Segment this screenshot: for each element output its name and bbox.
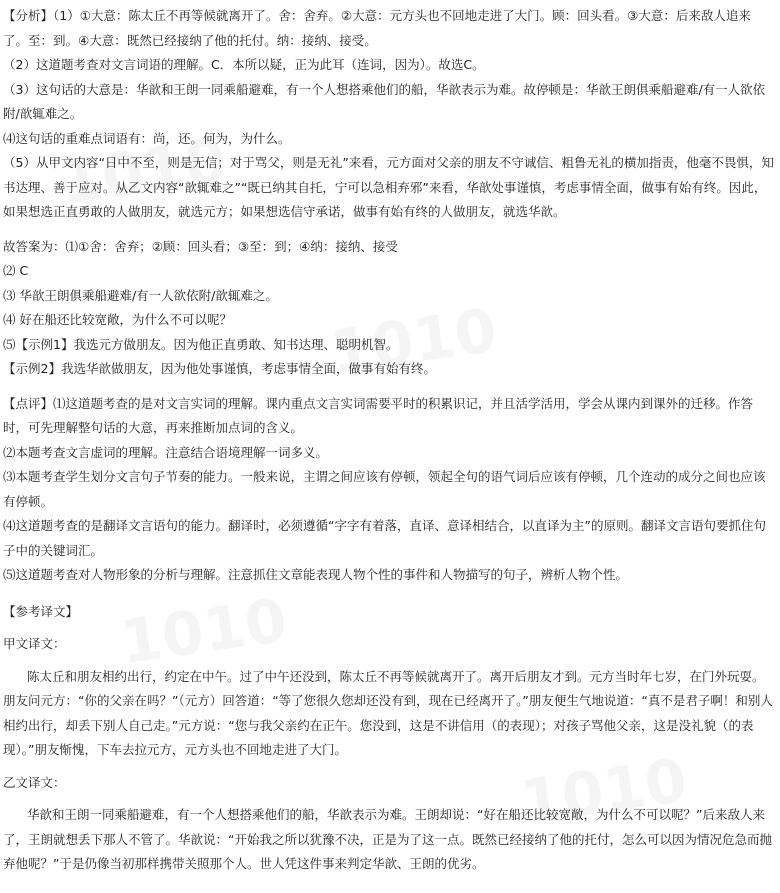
answer-line-1: 故答案为：⑴①舍：舍弃；②顾：回头看；③至：到；④纳：接纳、接受 (3, 238, 398, 254)
spacer (3, 795, 774, 803)
jia-translation-heading: 甲文译文： (3, 636, 66, 651)
translation-section (3, 600, 774, 877)
analysis-line-1: 【分析】（1）①大意：陈太丘不再等候就离开了。舍：舍弃。②大意：元方头也不回地走进了大门。顾：回头看。③大意：后来敌人追来了。至：到。④大意：既然已经接纳了他的托付。纳：接纳、接受。 (3, 8, 751, 48)
comment-line-4: ⑷这道题考查的是翻译文言语句的能力。翻译时，必须遵循“字字有着落，直译、意译相结合，以直译为主”的原则。翻译文言语句要抓住句子中的关键词汇。 (3, 518, 766, 558)
spacer (3, 225, 774, 235)
comment-section (3, 392, 774, 588)
analysis-line-4: ⑷这句话的重难点词语有：尚，还。何为，为什么。 (3, 130, 291, 146)
spacer (3, 763, 774, 771)
translation-heading: 【参考译文】 (3, 603, 79, 619)
yi-translation-text: 华歆和王朗一同乘船避难，有一个人想搭乘他们的船，华歆表示为难。王朗却说：“好在船还比较宽敞，为什么不可以呢？”后来敌人来了，王朗就想丢下那人不管了。华歆说：“开始我之所以犹豫不决，正是为了这一点。既然已经接纳了他的托付，怎么可以因为情况危急而抛弃他呢？”于是仍像当初那样携带关照那个人。世人凭这件事来判定华歆、王朗的优劣。 (3, 807, 772, 871)
analysis-line-5: （5）从甲文内容“日中不至，则是无信；对于骂父，则是无礼”来看，元方面对父亲的朋友不守诚信、粗鲁无礼的横加指责，他毫不畏惧，知书达理、善于应对。从乙文内容“歆辄难之”“既已纳其自托，宁可以急相弃邪”来看，华歆处事谨慎，考虑事情全面，做事有始有终。因此，如果想选正直勇敢的人做朋友，就选元方；如果想选信守承诺，做事有始有终的人做朋友，就选华歆。 (3, 155, 774, 219)
answer-line-5: ⑸【示例1】我选元方做朋友。因为他正直勇敢、知书达理、聪明机智。 (3, 336, 399, 352)
answer-line-2: ⑵ C (3, 263, 29, 278)
answer-section (3, 235, 774, 382)
answer-line-3: ⑶ 华歆王朗俱乘船避难/有一人欲依附/歆辄难之。 (3, 287, 278, 303)
analysis-line-3: （3）这句话的大意是：华歆和王朗一同乘船避难，有一个人想搭乘他们的船，华歆表示为难。故停顿是：华歆王朗俱乘船避难/有一人欲依附/歆辄难之。 (3, 81, 766, 121)
spacer (3, 382, 774, 392)
answer-line-6: 【示例2】我选华歆做朋友，因为他处事谨慎，考虑事情全面，做事有始有终。 (3, 361, 436, 376)
comment-line-5: ⑸这道题考查对人物形象的分析与理解。注意抓住文章能表现人物个性的事件和人物描写的句子，辨析人物个性。 (3, 567, 629, 582)
spacer (3, 657, 774, 665)
analysis-line-2: （2）这道题考查对文言词语的理解。C．本所以疑，正为此耳（连词，因为）。故选C。 (3, 57, 485, 72)
jia-translation-text: 陈太丘和朋友相约出行，约定在中午。过了中午还没到，陈太丘不再等候就离开了。离开后朋友才到。元方当时年七岁，在门外玩耍。朋友问元方：“你的父亲在吗？”（元方）回答道：“等了您很久您却还没有到，现在已经离开了。”朋友便生气地说道：“真不是君子啊！和别人相约出行，却丢下别人自己走。”元方说：“您与我父亲约在正午。您没到，这是不讲信用（的表现）；对孩子骂他父亲，这是没礼貌（的表现）。”朋友惭愧，下车去拉元方，元方头也不回地走进了大门。 (3, 668, 773, 757)
comment-line-2: ⑵本题考查文言虚词的理解。注意结合语境理解一词多义。 (3, 444, 329, 460)
yi-translation-heading: 乙文译文： (3, 774, 66, 790)
answer-line-4: ⑷ 好在船还比较宽敞，为什么不可以呢？ (3, 312, 232, 327)
comment-line-1: 【点评】⑴这道题考查的是对文言实词的理解。课内重点文言实词需要平时的积累识记，并且活学活用，学会从课内到课外的迁移。作答时，可先理解整句话的大意，再来推断加点词的含义。 (3, 395, 754, 435)
spacer (3, 624, 774, 632)
comment-line-3: ⑶本题考查学生划分文言句子节奏的能力。一般来说，主谓之间应该有停顿，领起全句的语气词后应该有停顿，几个连动的成分之间也应该有停顿。 (3, 469, 766, 509)
spacer (3, 588, 774, 598)
analysis-section (3, 4, 774, 225)
